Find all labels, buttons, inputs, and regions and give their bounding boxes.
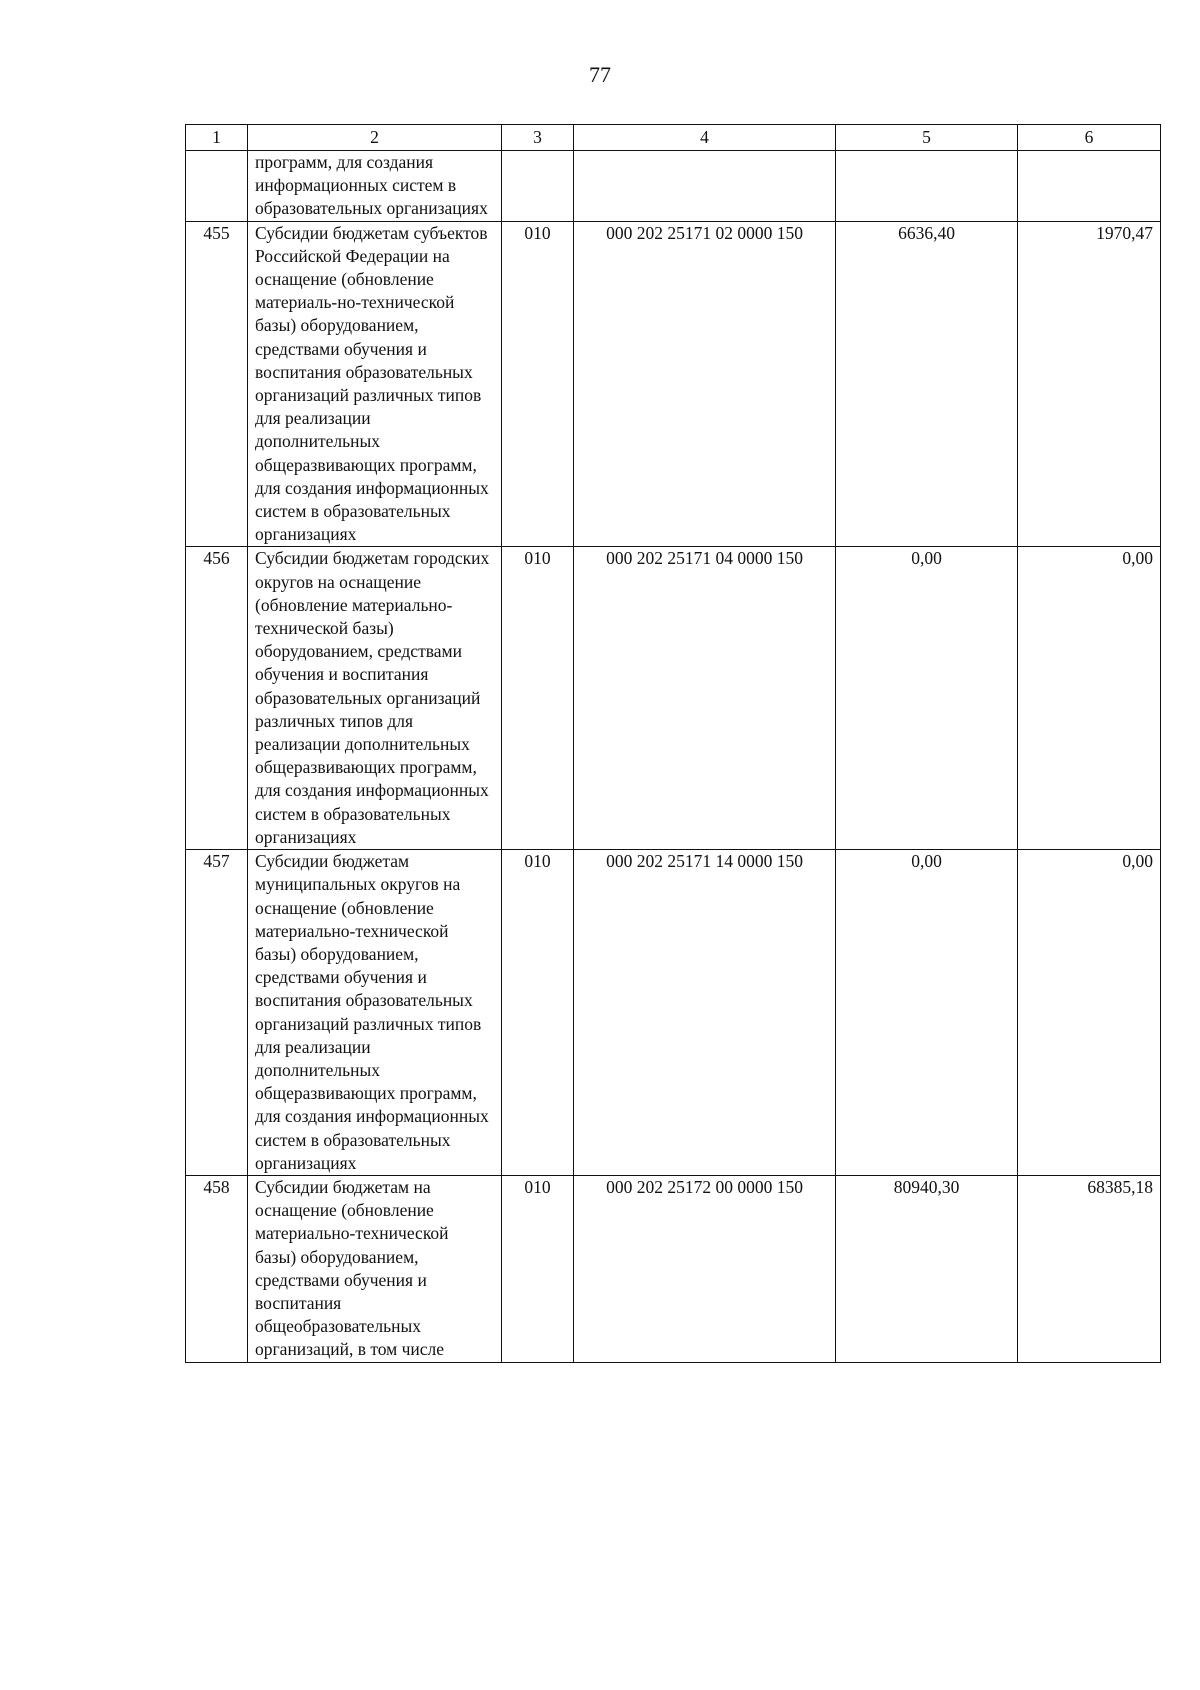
row-code: 010: [502, 850, 574, 1176]
row-name: Субсидии бюджетам на оснащение (обновление материально-технической базы) оборудованием, средствами обучения и воспитания общеобразовательных организаций, в том числе: [248, 1175, 502, 1362]
row-value-col6: [1018, 151, 1161, 222]
row-kbk: 000 202 25172 00 0000 150: [574, 1175, 836, 1362]
row-value-col5: 0,00: [836, 547, 1018, 850]
row-name: Субсидии бюджетам субъектов Российской Федерации на оснащение (обновление материаль-но-технической базы) оборудованием, средствами обучения и воспитания образовательных организаций различных типов для реализации дополнительных общеразвивающих программ, для создания информационных систем в образовательных организациях: [248, 221, 502, 547]
row-value-col5: 80940,30: [836, 1175, 1018, 1362]
row-number: 458: [186, 1175, 248, 1362]
row-name: Субсидии бюджетам муниципальных округов на оснащение (обновление материально-технической базы) оборудованием, средствами обучения и воспитания образовательных организаций различных типов для реализации дополнительных общеразвивающих программ, для создания информационных систем в образовательных организациях: [248, 850, 502, 1176]
col-header-6: 6: [1018, 125, 1161, 151]
row-code: 010: [502, 547, 574, 850]
row-code: [502, 151, 574, 222]
row-value-col6: 0,00: [1018, 547, 1161, 850]
row-code: 010: [502, 221, 574, 547]
row-value-col6: 68385,18: [1018, 1175, 1161, 1362]
table-row: [186, 547, 1161, 850]
row-value-col6: 1970,47: [1018, 221, 1161, 547]
row-kbk: 000 202 25171 04 0000 150: [574, 547, 836, 850]
page-number: 77: [589, 62, 611, 87]
col-header-2: 2: [248, 125, 502, 151]
table-row: [186, 221, 1161, 547]
row-number: [186, 151, 248, 222]
row-value-col5: [836, 151, 1018, 222]
row-number: 455: [186, 221, 248, 547]
table-header-row: [186, 125, 1161, 151]
row-value-col5: 6636,40: [836, 221, 1018, 547]
col-header-4: 4: [574, 125, 836, 151]
row-kbk: 000 202 25171 14 0000 150: [574, 850, 836, 1176]
row-kbk: [574, 151, 836, 222]
table-row: [186, 850, 1161, 1176]
row-number: 457: [186, 850, 248, 1176]
table-row: [186, 151, 1161, 222]
row-name: программ, для создания информационных систем в образовательных организациях: [248, 151, 502, 222]
col-header-5: 5: [836, 125, 1018, 151]
table-row: [186, 1175, 1161, 1362]
col-header-3: 3: [502, 125, 574, 151]
col-header-1: 1: [186, 125, 248, 151]
row-number: 456: [186, 547, 248, 850]
row-value-col6: 0,00: [1018, 850, 1161, 1176]
row-value-col5: 0,00: [836, 850, 1018, 1176]
row-kbk: 000 202 25171 02 0000 150: [574, 221, 836, 547]
row-code: 010: [502, 1175, 574, 1362]
budget-table: [185, 124, 1161, 1363]
row-name: Субсидии бюджетам городских округов на оснащение (обновление материально-технической базы) оборудованием, средствами обучения и воспитания образовательных организаций различных типов для реализации дополнительных общеразвивающих программ, для создания информационных систем в образовательных организациях: [248, 547, 502, 850]
